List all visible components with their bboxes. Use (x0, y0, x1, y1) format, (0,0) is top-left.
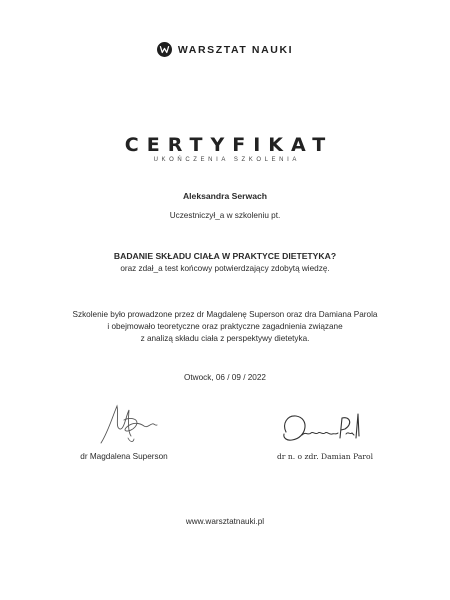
brand-name: WARSZTAT NAUKI (177, 43, 294, 56)
signer-left-name: dr Magdalena Superson (80, 452, 168, 461)
place-and-date: Otwock, 06 / 09 / 2022 (184, 373, 266, 382)
description-line-1: Szkolenie było prowadzone przez dr Magdalenę Superson oraz dra Damiana Parola (72, 310, 378, 319)
brand-logo (0, 42, 450, 57)
website-link[interactable]: www.warsztatnauki.pl (185, 517, 265, 526)
signature-right-image (280, 402, 364, 444)
description-line-3: z analizą składu ciała z perspektywy dietetyka. (140, 334, 310, 343)
certificate-subtitle: UKOŃCZENIA SZKOLENIA (153, 157, 300, 163)
w-circle-icon (157, 42, 172, 57)
signer-right-name: dr n. o zdr. Damian Parol (276, 452, 374, 461)
test-passed-text: oraz zdał_a test końcowy potwierdzający zdobytą wiedzę. (120, 264, 330, 273)
certificate-title: CERTYFIKAT (124, 134, 334, 156)
description-line-2: i obejmowało teoretyczne oraz praktyczne zagadnienia związane (107, 322, 343, 331)
recipient-name: Aleksandra Serwach (182, 191, 268, 201)
participation-text: Uczestniczył_a w szkoleniu pt. (169, 211, 281, 220)
course-title: BADANIE SKŁADU CIAŁA W PRAKTYCE DIETETYKA? (113, 251, 337, 261)
signature-left-image (98, 402, 160, 446)
